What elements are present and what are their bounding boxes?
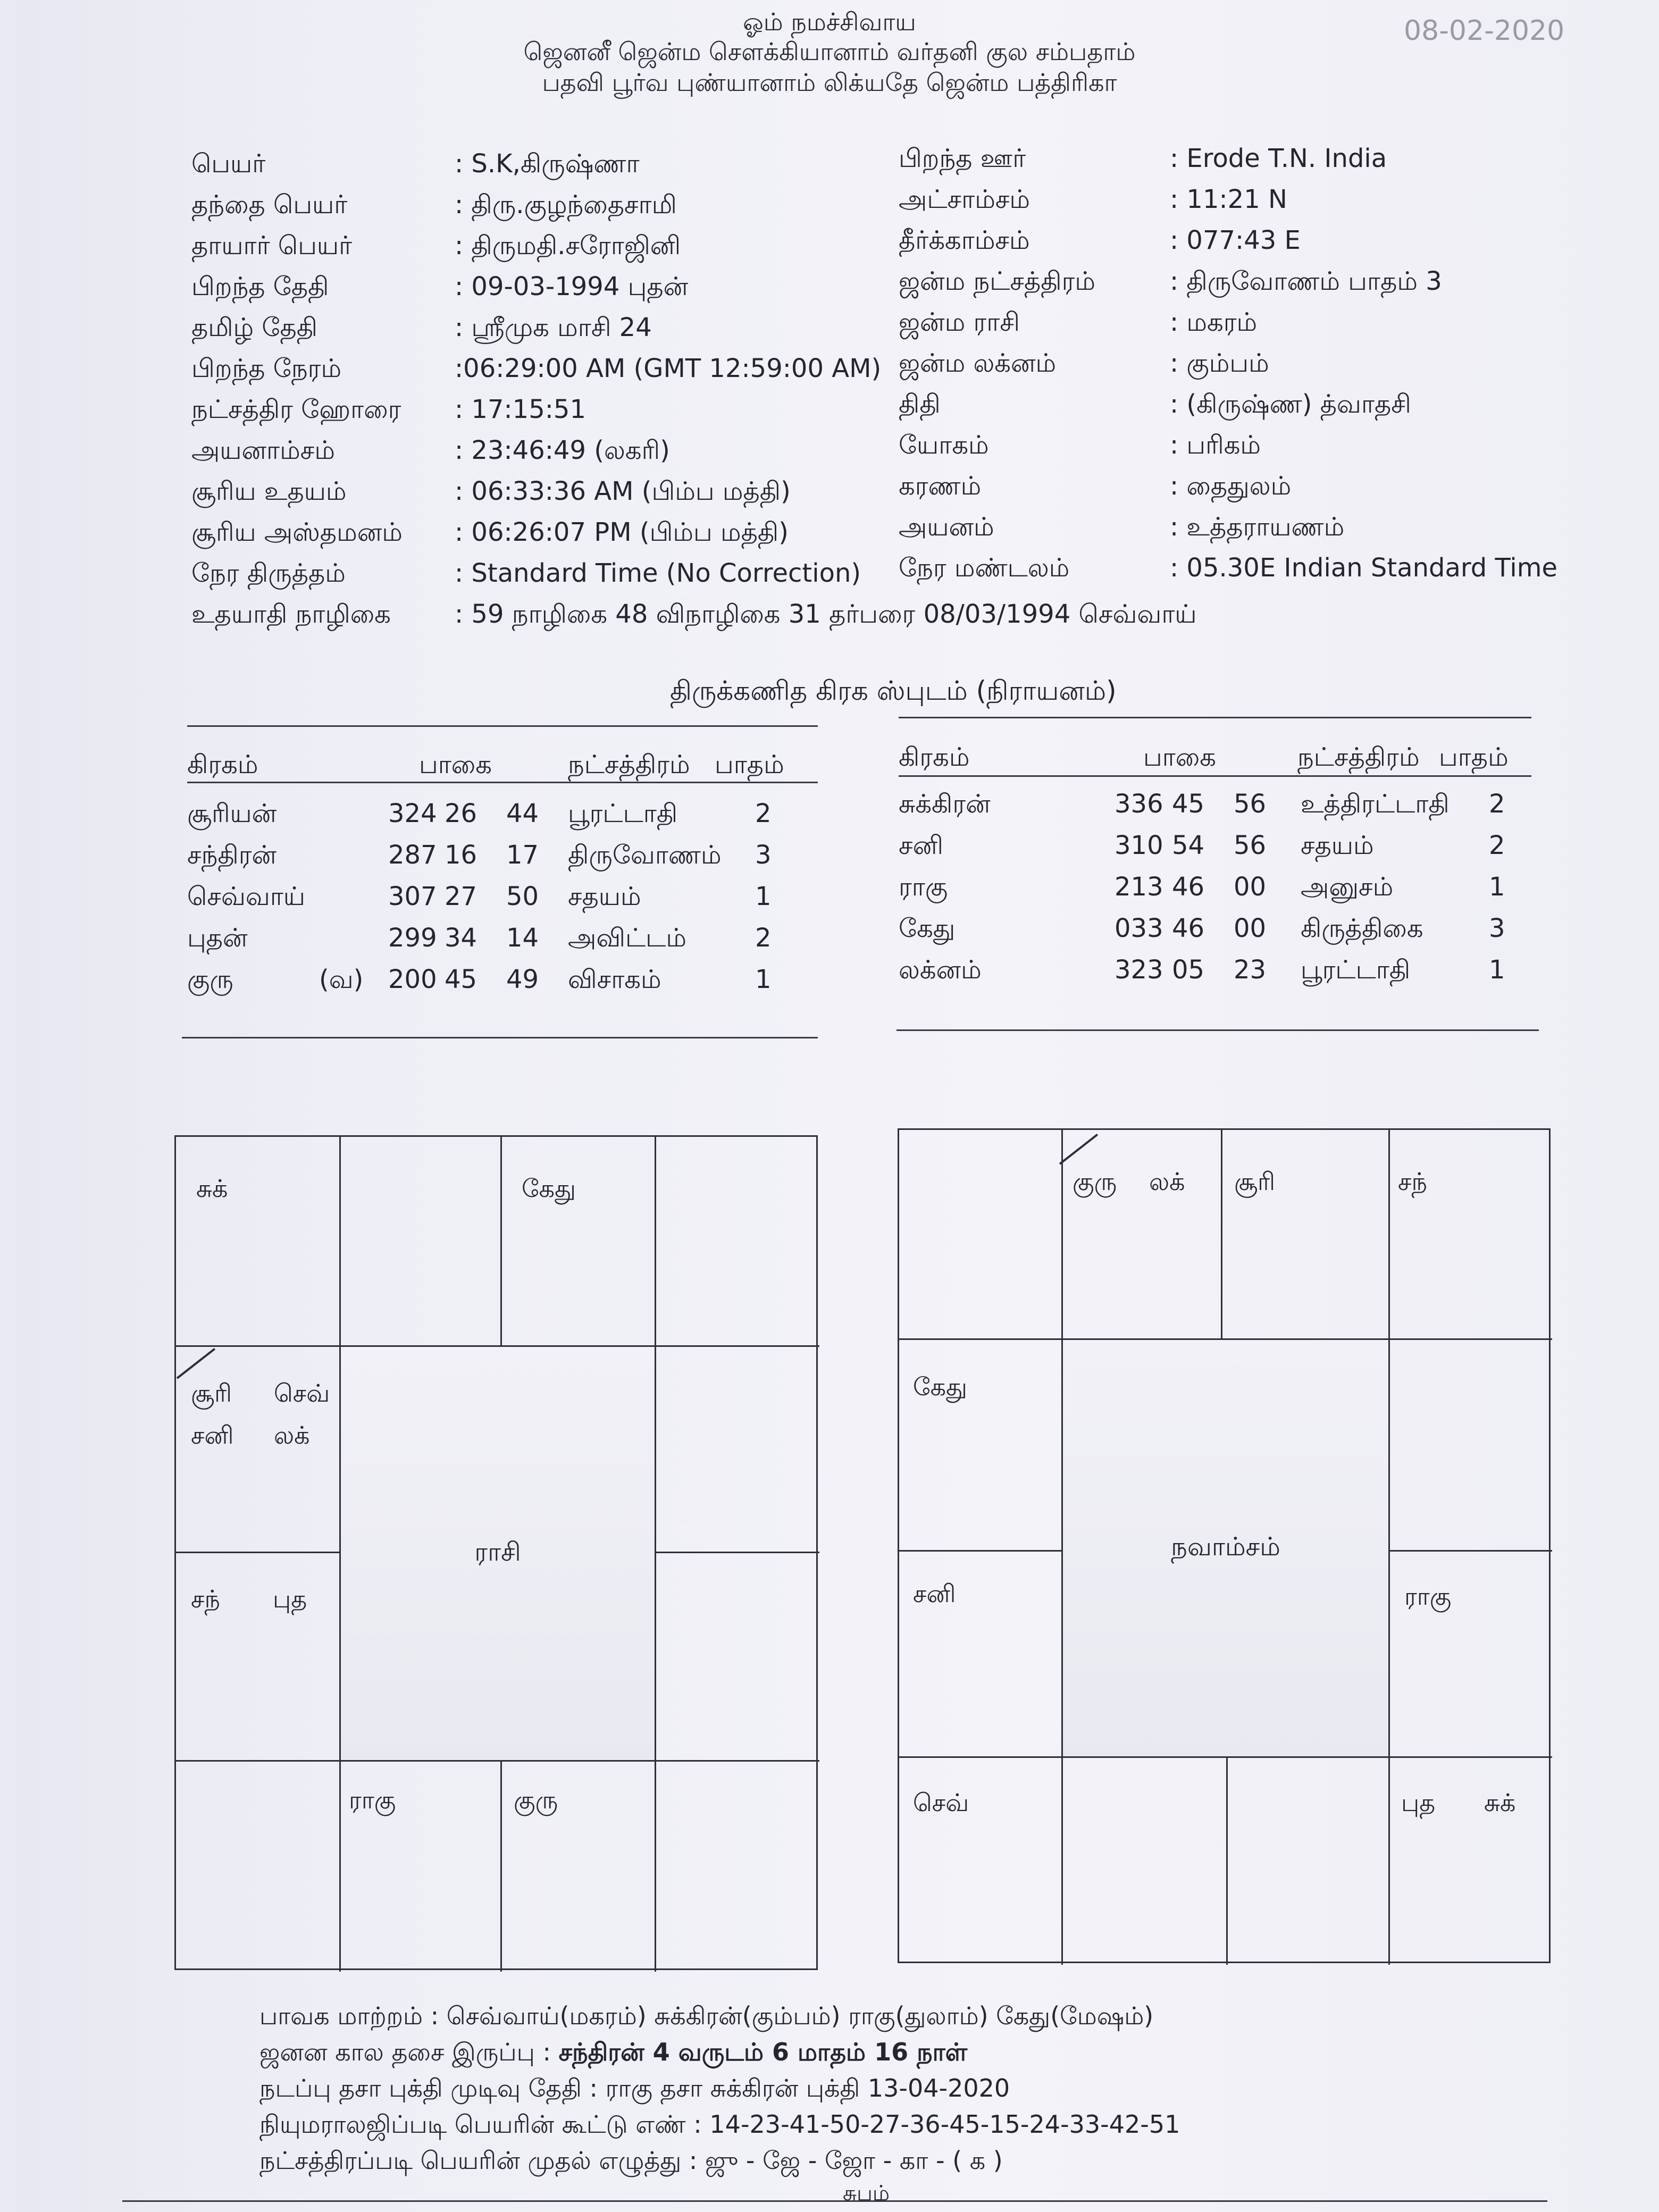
- planet-pada: 2: [1489, 831, 1505, 860]
- planet-deg: 299: [388, 923, 437, 953]
- dasa-balance-line: ஜனன கால தசை இருப்பு : சந்திரன் 4 வருடம் 6 மாதம் 16 நாள்: [259, 2038, 968, 2066]
- navamsa-chart-title: நவாம்சம்: [1063, 1340, 1388, 1756]
- info-label: தந்தை பெயர்: [191, 190, 348, 220]
- info-value: : 06:26:07 PM (பிம்ப மத்தி): [455, 517, 789, 547]
- info-value: : 05.30E Indian Standard Time: [1170, 553, 1557, 583]
- rasi-kumbam-planet: லக்: [274, 1421, 310, 1449]
- navamsa-kumbam-planet: கேது: [913, 1372, 967, 1401]
- planet-min: 05: [1172, 955, 1205, 985]
- rasi-kumbam-planet: சனி: [191, 1421, 234, 1449]
- rasi-meenam-planet: சுக்: [196, 1174, 228, 1203]
- info-value: : மகரம்: [1170, 307, 1258, 337]
- planet-star: உத்திரட்டாதி: [1301, 789, 1449, 819]
- rasi-chart: [174, 1135, 818, 1970]
- info-label: பெயர்: [191, 149, 266, 179]
- header-line-2: ஜெனனீ ஜென்ம சௌக்கியானாம் வர்தனி குல சம்பதாம்: [523, 37, 1136, 66]
- info-value: : S.K,கிருஷ்ணா: [455, 149, 640, 179]
- planet-planet: செவ்வாய்: [187, 882, 306, 911]
- header-underline: [187, 782, 818, 783]
- planet-min: 27: [445, 882, 477, 911]
- info-value: : கும்பம்: [1170, 348, 1269, 378]
- rasi-kumbam-planet: சூரி: [191, 1379, 232, 1407]
- rasi-chart-title: ராசி: [341, 1347, 655, 1760]
- info-label: சூரிய அஸ்தமனம்: [191, 517, 403, 547]
- header-line-3: பதவி பூர்வ புண்யானாம் லிக்யதே ஜென்ம பத்திரிகா: [542, 68, 1117, 97]
- planet-sec: 17: [506, 840, 539, 870]
- planet-planet: ராகு: [899, 872, 948, 902]
- info-label: உதயாதி நாழிகை: [191, 599, 391, 629]
- planet-star: சதயம்: [568, 882, 641, 911]
- info-label: பிறந்த நேரம்: [191, 354, 342, 383]
- header-underline: [899, 775, 1531, 777]
- info-label: ஜன்ம நட்சத்திரம்: [899, 266, 1096, 296]
- planet-sec: 44: [506, 799, 539, 828]
- divider: [899, 717, 1531, 718]
- navamsa-simmam-planet: புத: [1401, 1788, 1436, 1817]
- print-date: 08-02-2020: [1404, 15, 1565, 47]
- planet-star: பூரட்டாதி: [568, 799, 678, 828]
- navamsa-kadagam-planet: ராகு: [1404, 1582, 1452, 1611]
- planet-pada: 1: [755, 882, 772, 911]
- planet-deg: 323: [1115, 955, 1163, 985]
- planet-min: 26: [445, 799, 477, 828]
- info-value: : திருமதி.சரோஜினி: [455, 231, 681, 261]
- planet-deg: 307: [388, 882, 437, 911]
- info-value: : 59 நாழிகை 48 விநாழிகை 31 தர்பரை 08/03/1994 செவ்வாய்: [455, 599, 1197, 629]
- planet-star: அவிட்டம்: [568, 923, 686, 953]
- current-dasa-line: நடப்பு தசா புக்தி முடிவு தேதி : ராகு தசா சுக்கிரன் புக்தி 13-04-2020: [259, 2074, 1010, 2102]
- planet-star: சதயம்: [1301, 831, 1374, 860]
- col-header-padam: பாதம்: [715, 750, 784, 780]
- info-value: : (கிருஷ்ண) த்வாதசி: [1170, 389, 1411, 419]
- info-label: ஜன்ம ராசி: [899, 307, 1020, 337]
- planet-min: 54: [1172, 831, 1205, 860]
- rasi-makaram-planet: புத: [273, 1585, 307, 1613]
- planet-table-title: திருக்கணித கிரக ஸ்புடம் (நிராயனம்): [670, 675, 1117, 706]
- info-label: அயனாம்சம்: [191, 435, 335, 465]
- divider: [187, 725, 818, 727]
- table-bottom-rule: [896, 1029, 1539, 1031]
- info-label: கரணம்: [899, 471, 982, 501]
- planet-min: 34: [445, 923, 477, 953]
- planet-min: 45: [445, 965, 477, 994]
- planet-star: திருவோணம்: [568, 840, 722, 870]
- navamsa-mesham-planet: லக்: [1149, 1167, 1185, 1196]
- planet-pada: 3: [1489, 914, 1505, 943]
- info-label: சூரிய உதயம்: [191, 476, 347, 506]
- col-header-graha: கிரகம்: [187, 750, 258, 780]
- planet-star: அனுசம்: [1301, 872, 1394, 902]
- planet-sec: 00: [1234, 914, 1267, 943]
- name-letters-line: நட்சத்திரப்படி பெயரின் முதல் எழுத்து : ஜு - ஜே - ஜோ - கா - ( க ): [259, 2146, 1003, 2175]
- planet-sec: 00: [1234, 872, 1267, 902]
- info-label: அயனம்: [899, 512, 994, 542]
- planet-retro: (வ): [319, 965, 364, 994]
- planet-min: 45: [1172, 789, 1205, 819]
- planet-planet: லக்னம்: [899, 955, 982, 985]
- planet-pada: 1: [1489, 872, 1505, 902]
- rasi-makaram-planet: சந்: [191, 1585, 220, 1613]
- info-label: பிறந்த தேதி: [191, 272, 329, 301]
- rasi-kumbam-planet: செவ்: [274, 1379, 330, 1407]
- planet-star: கிருத்திகை: [1301, 914, 1423, 943]
- info-label: ஜன்ம லக்னம்: [899, 348, 1057, 378]
- planet-planet: கேது: [899, 914, 956, 943]
- planet-pada: 3: [755, 840, 772, 870]
- planet-planet: சுக்கிரன்: [899, 789, 991, 819]
- info-value: : 11:21 N: [1170, 185, 1287, 214]
- rasi-viruchigam-planet: ராகு: [349, 1786, 396, 1814]
- info-value: : 23:46:49 (லகரி): [455, 435, 670, 465]
- planet-deg: 213: [1115, 872, 1163, 902]
- info-label: நேர மண்டலம்: [899, 553, 1070, 583]
- planet-pada: 2: [755, 923, 772, 953]
- planet-planet: குரு: [187, 965, 233, 994]
- info-label: திதி: [899, 389, 941, 419]
- numerology-line: நியுமராலஜிப்படி பெயரின் கூட்டு எண் : 14-23-41-50-27-36-45-15-24-33-42-51: [259, 2110, 1180, 2139]
- planet-sec: 56: [1234, 789, 1267, 819]
- lagna-marker: [177, 1348, 215, 1379]
- info-value: : உத்தராயணம்: [1170, 512, 1345, 542]
- planet-pada: 1: [755, 965, 772, 994]
- info-value: : திருவோணம் பாதம் 3: [1170, 266, 1442, 296]
- planet-deg: 287: [388, 840, 437, 870]
- planet-pada: 2: [755, 799, 772, 828]
- info-value: : Standard Time (No Correction): [455, 558, 861, 588]
- navamsa-mithunam-planet: சந்: [1398, 1167, 1427, 1196]
- info-label: அட்சாம்சம்: [899, 185, 1030, 214]
- info-value: : ஸ்ரீமுக மாசி 24: [455, 313, 652, 342]
- rasi-rishabam-planet: கேது: [522, 1174, 576, 1203]
- info-value: : பரிகம்: [1170, 430, 1261, 460]
- col-header-star: நட்சத்திரம்: [1297, 742, 1420, 772]
- subham-text: சுபம்: [843, 2181, 890, 2206]
- info-value: : 17:15:51: [455, 395, 586, 424]
- planet-planet: சந்திரன்: [187, 840, 277, 870]
- col-header-bagai: பாகை: [419, 750, 492, 780]
- navamsa-chart: [898, 1128, 1551, 1963]
- planet-sec: 23: [1234, 955, 1267, 985]
- navamsa-makaram-planet: சனி: [913, 1579, 956, 1608]
- info-label: தமிழ் தேதி: [191, 313, 318, 342]
- planet-sec: 14: [506, 923, 539, 953]
- info-label: தீர்க்காம்சம்: [899, 225, 1030, 255]
- info-value: :06:29:00 AM (GMT 12:59:00 AM): [455, 354, 882, 383]
- info-value: : 06:33:36 AM (பிம்ப மத்தி): [455, 476, 791, 506]
- col-header-bagai: பாகை: [1143, 742, 1216, 772]
- info-value: : திரு.குழந்தைசாமி: [455, 190, 677, 220]
- navamsa-dhanusu-planet: செவ்: [913, 1788, 969, 1817]
- navamsa-simmam-planet: சுக்: [1484, 1788, 1516, 1817]
- planet-sec: 56: [1234, 831, 1267, 860]
- planet-deg: 200: [388, 965, 437, 994]
- planet-planet: புதன்: [187, 923, 248, 953]
- col-header-padam: பாதம்: [1439, 742, 1509, 772]
- planet-min: 16: [445, 840, 477, 870]
- info-value: : Erode T.N. India: [1170, 144, 1387, 173]
- planet-min: 46: [1172, 914, 1205, 943]
- bhava-change-line: பாவக மாற்றம் : செவ்வாய்(மகரம்) சுக்கிரன்(கும்பம்) ராகு(துலாம்) கேது(மேஷம்): [259, 2001, 1154, 2030]
- footer-rule: [122, 2200, 1547, 2202]
- info-label: நட்சத்திர ஹோரை: [191, 395, 401, 424]
- planet-deg: 310: [1115, 831, 1163, 860]
- planet-planet: சூரியன்: [187, 799, 277, 828]
- planet-pada: 1: [1489, 955, 1505, 985]
- info-label: நேர திருத்தம்: [191, 558, 346, 588]
- planet-pada: 2: [1489, 789, 1505, 819]
- planet-deg: 336: [1115, 789, 1163, 819]
- planet-star: விசாகம்: [568, 965, 661, 994]
- invocation-line: ஓம் நமச்சிவாய: [743, 7, 916, 36]
- navamsa-rishabam-planet: சூரி: [1234, 1167, 1276, 1196]
- planet-deg: 033: [1115, 914, 1163, 943]
- col-header-graha: கிரகம்: [899, 742, 970, 772]
- navamsa-mesham-planet: குரு: [1073, 1167, 1117, 1196]
- lagna-marker: [1059, 1134, 1098, 1165]
- col-header-star: நட்சத்திரம்: [568, 750, 690, 780]
- planet-sec: 49: [506, 965, 539, 994]
- info-label: யோகம்: [899, 430, 989, 460]
- rasi-thulam-planet: குரு: [514, 1786, 558, 1814]
- info-value: : 077:43 E: [1170, 225, 1301, 255]
- planet-planet: சனி: [899, 831, 943, 860]
- planet-deg: 324: [388, 799, 437, 828]
- table-bottom-rule: [182, 1037, 818, 1038]
- planet-sec: 50: [506, 882, 539, 911]
- info-value: : 09-03-1994 புதன்: [455, 272, 689, 301]
- info-label: தாயார் பெயர்: [191, 231, 353, 261]
- planet-min: 46: [1172, 872, 1205, 902]
- info-value: : தைதுலம்: [1170, 471, 1292, 501]
- info-label: பிறந்த ஊர்: [899, 144, 1026, 173]
- planet-star: பூரட்டாதி: [1301, 955, 1411, 985]
